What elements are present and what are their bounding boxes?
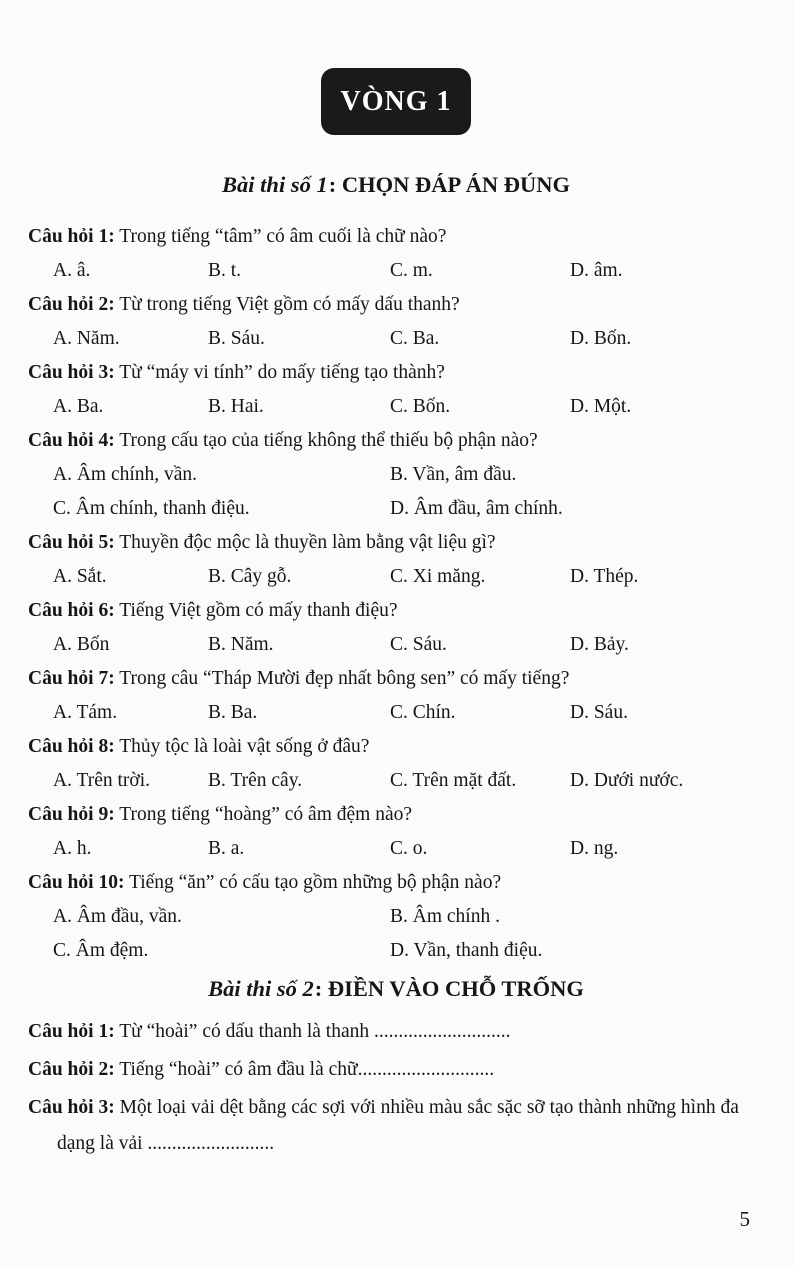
question-4-options xyxy=(28,458,764,526)
question-3-label: Câu hỏi 3: xyxy=(28,362,115,383)
option-c: C. Bốn. xyxy=(390,396,451,417)
question-7 xyxy=(28,662,764,696)
question-4-text: Trong cấu tạo của tiếng không thể thiếu bộ phận nào? xyxy=(119,430,538,451)
question-1-label: Câu hỏi 1: xyxy=(28,226,115,247)
fill-question-3-text: Một loại vải dệt bằng các sợi với nhiều màu sắc sặc sỡ tạo thành những hình đa dạng là vải .......................... xyxy=(57,1097,739,1154)
question-10-label: Câu hỏi 10: xyxy=(28,872,125,893)
option-c: C. Trên mặt đất. xyxy=(390,770,517,791)
option-b: B. a. xyxy=(208,838,245,859)
question-1-options xyxy=(28,254,764,288)
option-a: A. Năm. xyxy=(53,328,120,349)
question-1 xyxy=(28,220,764,254)
fill-question-1-label: Câu hỏi 1: xyxy=(28,1021,115,1042)
option-a: A. Ba. xyxy=(53,396,104,417)
option-b: B. Hai. xyxy=(208,396,264,417)
option-b: B. Năm. xyxy=(208,634,274,655)
option-b: B. Âm chính . xyxy=(390,906,500,927)
option-d: D. Sáu. xyxy=(570,702,628,723)
question-10 xyxy=(28,866,764,900)
question-3-options xyxy=(28,390,764,424)
section1-title-name: Bài thi số 1 xyxy=(222,172,328,197)
section2-title-caption: : ĐIỀN VÀO CHỖ TRỐNG xyxy=(314,976,584,1001)
option-b: B. Ba. xyxy=(208,702,258,723)
option-d: D. Bảy. xyxy=(570,634,629,655)
question-9 xyxy=(28,798,764,832)
option-d: D. Âm đầu, âm chính. xyxy=(390,498,563,519)
question-4-label: Câu hỏi 4: xyxy=(28,430,115,451)
question-3-text: Từ “máy vi tính” do mấy tiếng tạo thành? xyxy=(119,362,445,383)
section1-questions xyxy=(28,220,764,968)
option-a: A. Bốn xyxy=(53,634,110,655)
fill-question-3-label: Câu hỏi 3: xyxy=(28,1097,115,1118)
question-10-options xyxy=(28,900,764,968)
option-c: C. Ba. xyxy=(390,328,440,349)
question-6-text: Tiếng Việt gồm có mấy thanh điệu? xyxy=(119,600,398,621)
question-9-text: Trong tiếng “hoàng” có âm đệm nào? xyxy=(119,804,413,825)
option-c: C. Sáu. xyxy=(390,634,447,655)
option-a: A. Sắt. xyxy=(53,566,107,587)
fill-question-1-text: Từ “hoài” có dấu thanh là thanh ............................ xyxy=(119,1021,511,1042)
question-4 xyxy=(28,424,764,458)
question-2 xyxy=(28,288,764,322)
scanned-page xyxy=(0,68,794,1268)
section2 xyxy=(28,974,764,1162)
question-6-options xyxy=(28,628,764,662)
option-c: C. Xi măng. xyxy=(390,566,486,587)
question-5-text: Thuyền độc mộc là thuyền làm bằng vật liệu gì? xyxy=(119,532,496,553)
option-d: D. Dưới nước. xyxy=(570,770,684,791)
question-8-options xyxy=(28,764,764,798)
option-b: B. Trên cây. xyxy=(208,770,303,791)
question-8-text: Thủy tộc là loài vật sống ở đâu? xyxy=(119,736,370,757)
option-c: C. o. xyxy=(390,838,428,859)
option-a: A. h. xyxy=(53,838,92,859)
option-a: A. Âm chính, vần. xyxy=(53,464,198,485)
section1-title xyxy=(28,170,764,200)
question-5-options xyxy=(28,560,764,594)
section2-title-name: Bài thi số 2 xyxy=(208,976,314,1001)
option-d: D. Vần, thanh điệu. xyxy=(390,940,543,961)
question-3 xyxy=(28,356,764,390)
question-6 xyxy=(28,594,764,628)
question-8 xyxy=(28,730,764,764)
question-7-options xyxy=(28,696,764,730)
section2-questions xyxy=(28,1014,764,1162)
question-5 xyxy=(28,526,764,560)
question-5-label: Câu hỏi 5: xyxy=(28,532,115,553)
question-2-options xyxy=(28,322,764,356)
question-10-text: Tiếng “ăn” có cấu tạo gồm những bộ phận nào? xyxy=(128,872,502,893)
question-7-text: Trong câu “Tháp Mười đẹp nhất bông sen” có mấy tiếng? xyxy=(119,668,570,689)
option-c: C. m. xyxy=(390,260,433,281)
round-badge: VÒNG 1 xyxy=(321,68,471,135)
option-c: C. Âm đệm. xyxy=(53,940,149,961)
question-9-options xyxy=(28,832,764,866)
question-1-text: Trong tiếng “tâm” có âm cuối là chữ nào? xyxy=(119,226,447,247)
fill-question-2-text: Tiếng “hoài” có âm đầu là chữ............................ xyxy=(119,1059,495,1080)
option-a: A. Trên trời. xyxy=(53,770,150,791)
option-d: D. ng. xyxy=(570,838,619,859)
question-2-text: Từ trong tiếng Việt gồm có mấy dấu thanh? xyxy=(119,294,460,315)
fill-question-2-label: Câu hỏi 2: xyxy=(28,1059,115,1080)
option-c: C. Chín. xyxy=(390,702,456,723)
question-8-label: Câu hỏi 8: xyxy=(28,736,115,757)
option-d: D. Thép. xyxy=(570,566,639,587)
question-7-label: Câu hỏi 7: xyxy=(28,668,115,689)
question-6-label: Câu hỏi 6: xyxy=(28,600,115,621)
fill-question-2 xyxy=(28,1052,764,1088)
option-b: B. t. xyxy=(208,260,242,281)
option-c: C. Âm chính, thanh điệu. xyxy=(53,498,250,519)
option-b: B. Vần, âm đầu. xyxy=(390,464,517,485)
option-d: D. Một. xyxy=(570,396,632,417)
section1-title-caption: : CHỌN ĐÁP ÁN ĐÚNG xyxy=(328,172,570,197)
page-number: 5 xyxy=(739,1207,750,1231)
option-b: B. Sáu. xyxy=(208,328,265,349)
fill-question-1 xyxy=(28,1014,764,1050)
option-a: A. â. xyxy=(53,260,91,281)
option-d: D. âm. xyxy=(570,260,623,281)
option-a: A. Tám. xyxy=(53,702,118,723)
section2-title xyxy=(28,974,764,1004)
fill-question-3 xyxy=(28,1090,764,1162)
option-b: B. Cây gỗ. xyxy=(208,566,292,587)
question-2-label: Câu hỏi 2: xyxy=(28,294,115,315)
option-a: A. Âm đầu, vần. xyxy=(53,906,182,927)
question-9-label: Câu hỏi 9: xyxy=(28,804,115,825)
option-d: D. Bốn. xyxy=(570,328,632,349)
